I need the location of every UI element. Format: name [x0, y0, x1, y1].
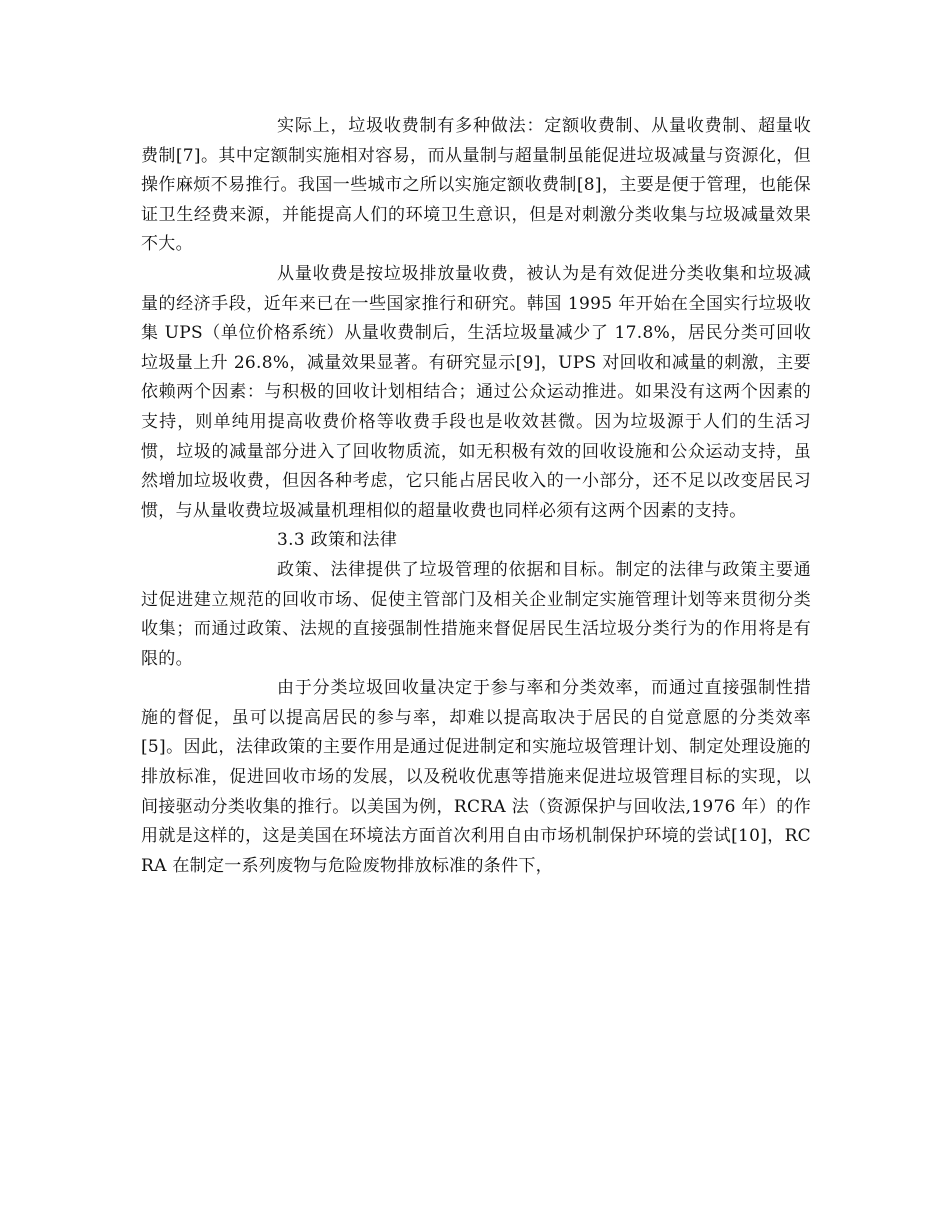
paragraph-sorting-efficiency: 由于分类垃圾回收量决定于参与率和分类效率，而通过直接强制性措施的督促，虽可以提高居民的参与率，却难以提高取决于居民的自觉意愿的分类效率[5]。因此，法律政策的主要作用是通过促进制定和实施垃圾管理计划、制定处理设施的排放标准，促进回收市场的发展，以及税收优惠等措施来促进垃圾管理目标的实现，以间接驱动分类收集的推行。以美国为例，RCRA 法（资源保护与回收法,1976 年）的作用就是这样的，这是美国在环境法方面首次利用自由市场机制保护环境的尝试[10]，RCRA 在制定一系列废物与危险废物排放标准的条件下，: [141, 678, 811, 876]
paragraph-volume-fee: 从量收费是按垃圾排放量收费，被认为是有效促进分类收集和垃圾减量的经济手段，近年来已在一些国家推行和研究。韩国 1995 年开始在全国实行垃圾收集 UPS（单位价格系统）从量收费制后，生活垃圾量减少了 17.8%，居民分类可回收垃圾量上升 26.8%，减量效果显著。有研究显示[9]，UPS 对回收和减量的刺激，主要依赖两个因素：与积极的回收计划相结合；通过公众运动推进。如果没有这两个因素的支持，则单纯用提高收费价格等收费手段也是收效甚微。因为垃圾源于人们的生活习惯，垃圾的减量部分进入了回收物质流，如无积极有效的回收设施和公众运动支持，虽然增加垃圾收费，但因各种考虑，它只能占居民收入的一小部分，还不足以改变居民习惯，与从量收费垃圾减量机理相似的超量收费也同样必须有这两个因素的支持。: [141, 263, 811, 521]
paragraph-fee-methods: 实际上，垃圾收费制有多种做法：定额收费制、从量收费制、超量收费制[7]。其中定额制实施相对容易，而从量制与超量制虽能促进垃圾减量与资源化，但操作麻烦不易推行。我国一些城市之所以实施定额收费制[8]，主要是便于管理，也能保证卫生经费来源，并能提高人们的环境卫生意识，但是对刺激分类收集与垃圾减量效果不大。: [141, 116, 811, 255]
paragraph-policy-law: 政策、法律提供了垃圾管理的依据和目标。制定的法律与政策主要通过促进建立规范的回收市场、促使主管部门及相关企业制定实施管理计划等来贯彻分类收集；而通过政策、法规的直接强制性措施来督促居民生活垃圾分类行为的作用将是有限的。: [141, 559, 811, 669]
section-heading: 3.3 政策和法律: [277, 530, 398, 551]
document-body: [141, 112, 811, 881]
